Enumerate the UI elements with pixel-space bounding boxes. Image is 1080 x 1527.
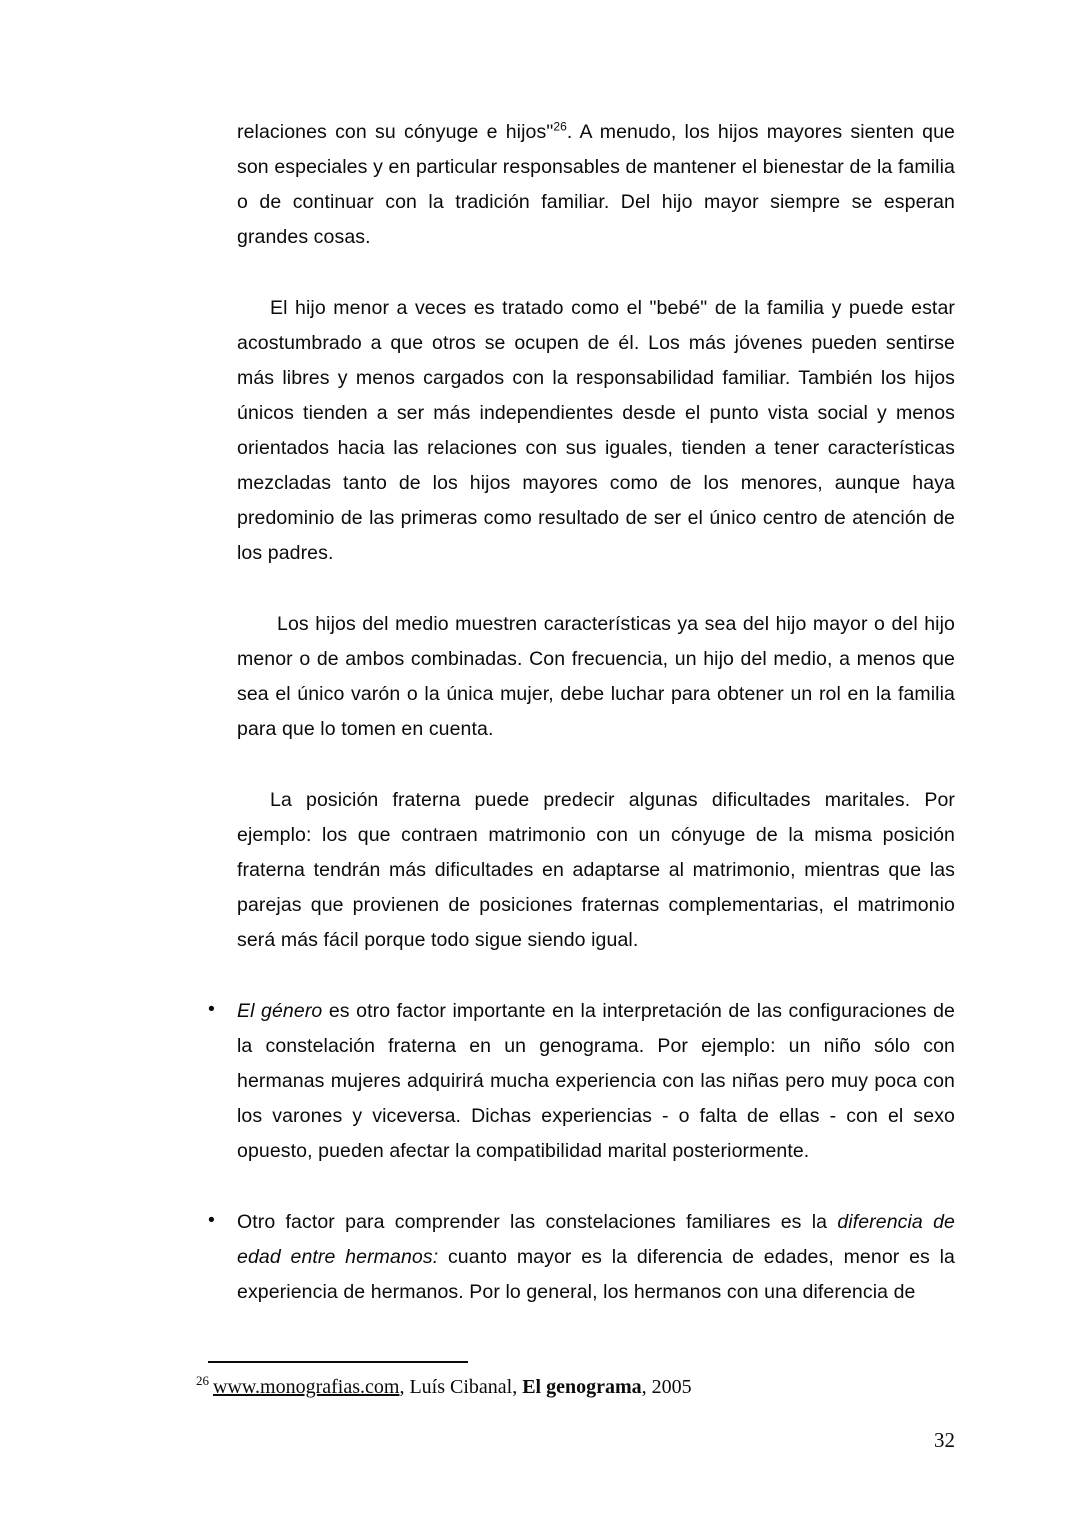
footnote-title: El genograma [522, 1376, 642, 1398]
bullet-age-difference-text [237, 1205, 955, 1310]
bullet-gender-italic: El género [237, 1000, 323, 1022]
footnote-separator-line [208, 1361, 468, 1363]
footnote-reference-marker: 26 [553, 119, 567, 134]
footnote-url: www.monografias.com [213, 1376, 400, 1398]
paragraph-middle-children: Los hijos del medio muestren características ya sea del hijo mayor o del hijo menor o de ambos combinadas. Con frecuencia, un hijo del medio, a menos que sea el único varón o la única mujer, debe luchar para obtener un rol en la familia para que lo tomen en cuenta. [237, 613, 955, 740]
paragraph-youngest-child: El hijo menor a veces es tratado como el "bebé" de la familia y puede estar acostumbrado a que otros se ocupen de él. Los más jóvenes pueden sentirse más libres y menos cargados con la responsabilidad familiar. También los hijos únicos tienden a ser más independientes desde el punto vista social y menos orientados hacia las relaciones con sus iguales, tienden a tener características mezcladas tanto de los hijos mayores como de los menores, aunque haya predominio de las primeras como resultado de ser el único centro de atención de los padres. [237, 297, 955, 564]
bullet-age-italic: diferencia de edad entre hermanos: [237, 1211, 955, 1268]
paragraph-text: relaciones con su cónyuge e hijos" [237, 121, 554, 143]
page-content [208, 115, 956, 1346]
bullet-item-age-difference [208, 1205, 955, 1310]
bullet-icon: • [208, 998, 215, 1020]
paragraph-sibling-position: La posición fraterna puede predecir algunas dificultades maritales. Por ejemplo: los que contraen matrimonio con un cónyuge de la misma posición fraterna tendrán más dificultades en adaptarse al matrimonio, mientras que las parejas que provienen de posiciones fraternas complementarias, el matrimonio será más fácil porque todo sigue siendo igual. [237, 789, 955, 951]
footnote-author: , Luís Cibanal, [399, 1376, 523, 1398]
footnote-year: , 2005 [641, 1376, 692, 1398]
bullet-gender-rest: es otro factor importante en la interpretación de las configuraciones de la constelación fraterna en un genograma. Por ejemplo: un niño sólo con hermanas mujeres adquirirá mucha experiencia con las niñas pero muy poca con los varones y viceversa. Dichas experiencias - o falta de ellas - con el sexo opuesto, pueden afectar la compatibilidad marital posteriormente. [237, 1000, 956, 1162]
footnote [196, 1374, 966, 1400]
paragraph-text: . A menudo, los hijos mayores sienten que son especiales y en particular responsables de mantener el bienestar de la familia o de continuar con la tradición familiar. Del hijo mayor siempre se esperan grandes cosas. [237, 121, 955, 248]
bullet-age-lead: Otro factor para comprender las constelaciones familiares es la [237, 1211, 838, 1233]
bullet-icon: • [208, 1209, 215, 1231]
bullet-gender-text [237, 994, 955, 1169]
paragraph-eldest-children [237, 115, 955, 255]
bullet-item-gender [208, 994, 956, 1169]
bullet-age-rest: cuanto mayor es la diferencia de edades, menor es la experiencia de hermanos. Por lo general, los hermanos con una diferencia de [237, 1246, 955, 1303]
page-number: 32 [934, 1428, 955, 1452]
footnote-number: 26 [196, 1373, 209, 1389]
